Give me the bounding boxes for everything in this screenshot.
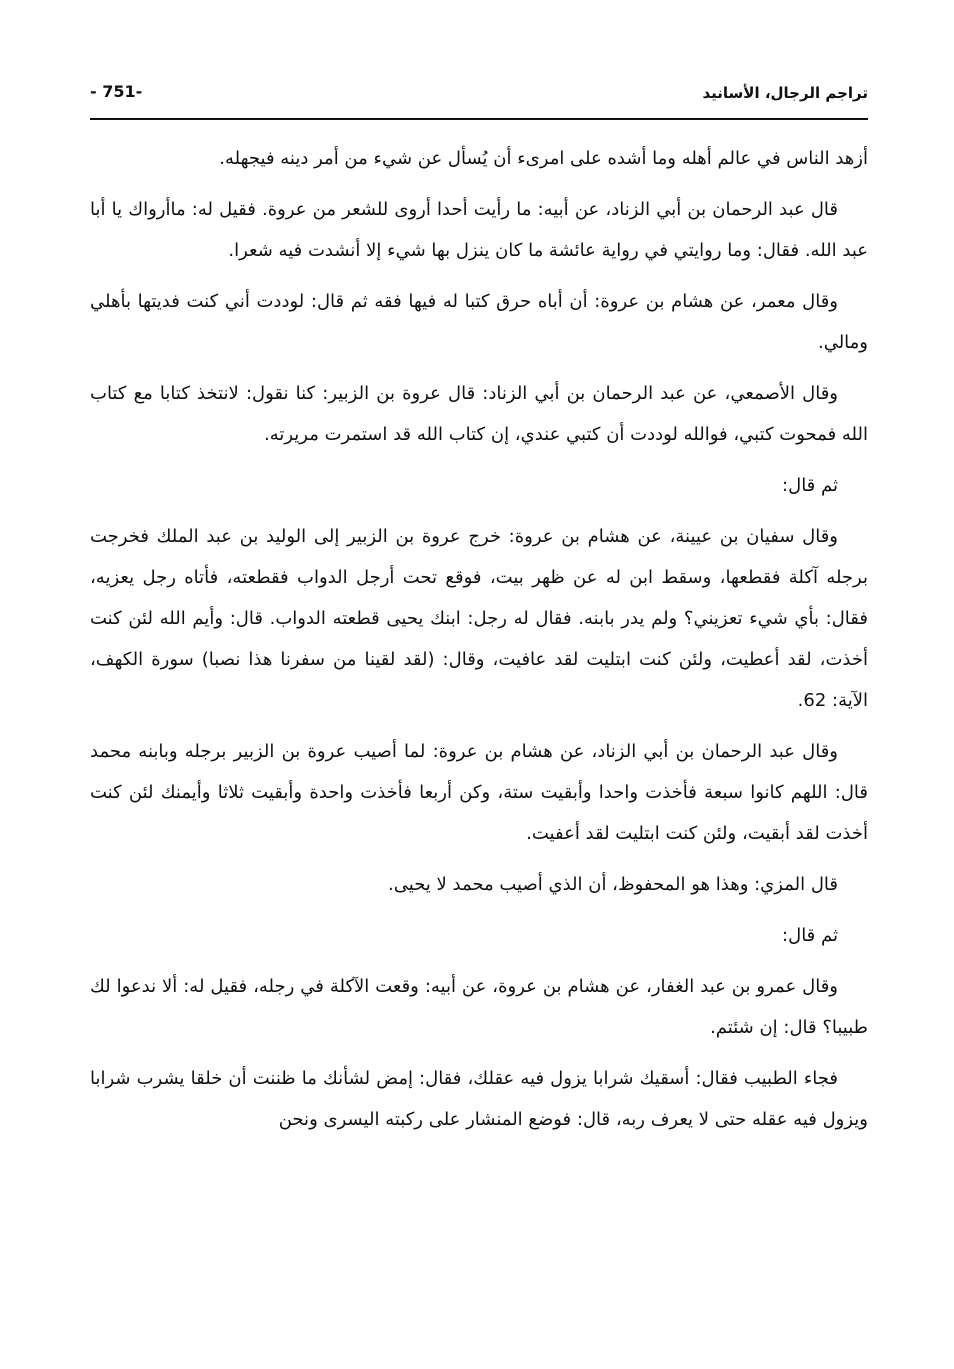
paragraph: أزهد الناس في عالم أهله وما أشده على امرىء أن يُسأل عن شيء من أمر دينه فيجهله. <box>219 148 868 169</box>
paragraph: وقال عمرو بن عبد الغفار، عن هشام بن عروة، عن أبيه: وقعت الآكلة في رجله، فقيل له: ألا ندعوا لك طبيبا؟ قال: إن شئتم. <box>90 976 868 1038</box>
body-text <box>90 138 868 1150</box>
paragraph: وقال عبد الرحمان بن أبي الزناد، عن هشام بن عروة: لما أصيب عروة بن الزبير برجله وبابنه محمد قال: اللهم كانوا سبعة فأخذت واحدا وأبقيت ستة، وكن أربعا فأخذت واحدة وأبقيت ثلاثا وأيمنك لئن كنت أخذت لقد أبقيت، ولئن كنت ابتليت لقد أعفيت. <box>90 741 868 844</box>
paragraph: وقال معمر، عن هشام بن عروة: أن أباه حرق كتبا له فيها فقه ثم قال: لوددت أني كنت فديتها بأهلي ومالي. <box>90 291 868 353</box>
page-header <box>90 78 868 118</box>
paragraph: فجاء الطبيب فقال: أسقيك شرابا يزول فيه عقلك، فقال: إمض لشأنك ما ظننت أن خلقا يشرب شرابا ويزول فيه عقله حتى لا يعرف ربه، قال: فوضع المنشار على ركبته اليسرى ونحن <box>90 1068 868 1130</box>
page-number: - 751- <box>90 82 143 101</box>
paragraph: وقال الأصمعي، عن عبد الرحمان بن أبي الزناد: قال عروة بن الزبير: كنا نقول: لانتخذ كتابا مع كتاب الله فمحوت كتبي، فوالله لوددت أن كتبي عندي، إن كتاب الله قد استمرت مريرته. <box>90 383 868 445</box>
running-title: تراجم الرجال، الأسانيد <box>702 84 868 102</box>
paragraph: قال المزي: وهذا هو المحفوظ، أن الذي أصيب محمد لا يحيى. <box>388 874 838 895</box>
paragraph: قال عبد الرحمان بن أبي الزناد، عن أبيه: ما رأيت أحدا أروى للشعر من عروة. فقيل له: ماأرواك يا أبا عبد الله. فقال: وما روايتي في رواية عائشة ما كان ينزل بها شيء إلا أنشدت فيه شعرا. <box>90 199 868 261</box>
paragraph: وقال سفيان بن عيينة، عن هشام بن عروة: خرج عروة بن الزبير إلى الوليد بن عبد الملك فخرجت برجله آكلة فقطعها، وسقط ابن له عن ظهر بيت، فوقع تحت أرجل الدواب فقطعته، فأتاه رجل يعزيه، فقال: بأي شيء تعزيني؟ ولم يدر بابنه. فقال له رجل: ابنك يحيى قطعته الدواب. قال: وأيم الله لئن كنت أخذت، لقد أعطيت، ولئن كنت ابتليت لقد عافيت، وقال: (لقد لقينا من سفرنا هذا نصبا) سورة الكهف، الآية: 62. <box>90 526 868 711</box>
paragraph: ثم قال: <box>782 925 838 946</box>
paragraph: ثم قال: <box>782 475 838 496</box>
header-rule <box>90 118 868 120</box>
